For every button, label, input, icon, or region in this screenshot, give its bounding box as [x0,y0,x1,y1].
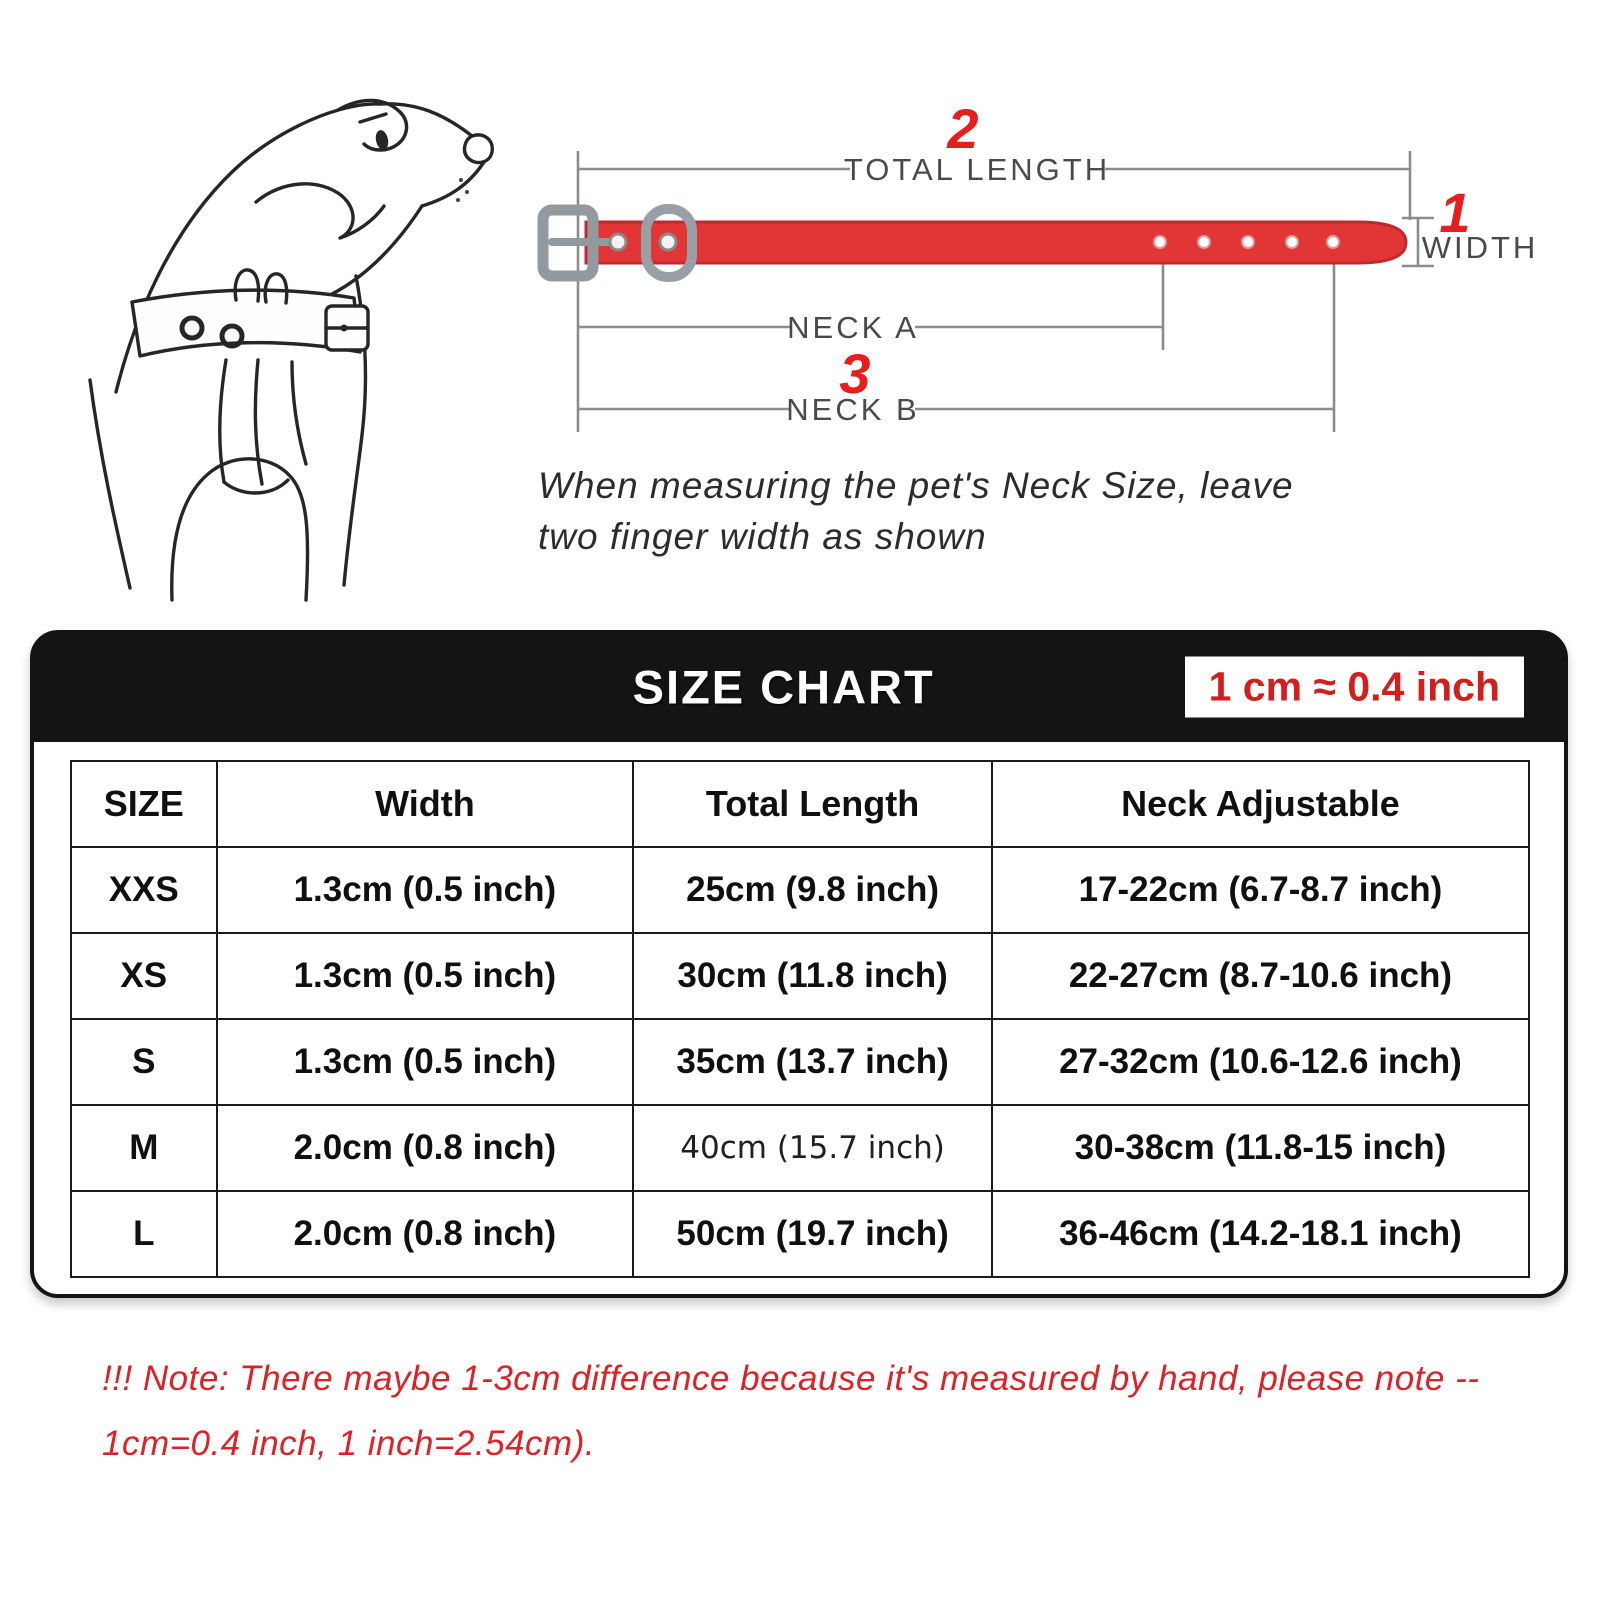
size-chart-header [32,632,1566,742]
collar-rivet [660,234,676,250]
table-cell: 50cm (19.7 inch) [633,1191,992,1277]
collar-strap [586,222,1406,263]
callout-number-total-length: 2 [947,97,979,160]
neck-a-label: NECK A [787,310,919,345]
col-header-size: SIZE [71,761,217,847]
table-cell: 2.0cm (0.8 inch) [217,1191,634,1277]
size-chart-card [30,630,1568,1298]
table-cell: 1.3cm (0.5 inch) [217,1019,634,1105]
neck-b-label: NECK B [786,392,920,427]
table-cell: 35cm (13.7 inch) [633,1019,992,1105]
table-cell: 36-46cm (14.2-18.1 inch) [992,1191,1529,1277]
table-cell: 27-32cm (10.6-12.6 inch) [992,1019,1529,1105]
table-cell: XXS [71,847,217,933]
col-header-width: Width [217,761,634,847]
table-row-l [71,1191,1529,1277]
table-row-m [71,1105,1529,1191]
table-cell: 22-27cm (8.7-10.6 inch) [992,933,1529,1019]
size-table [70,760,1530,1278]
table-cell: 25cm (9.8 inch) [633,847,992,933]
size-chart-title: SIZE CHART [632,660,935,714]
measuring-instruction [538,460,1518,562]
size-table-header-row [71,761,1529,847]
cm-inch-conversion-badge: 1 cm ≈ 0.4 inch [1185,657,1524,718]
measuring-instruction-line2: two finger width as shown [538,516,987,557]
total-length-label: TOTAL LENGTH [843,152,1111,187]
table-cell: 40cm (15.7 inch) [633,1105,992,1191]
note-text [102,1346,1552,1476]
table-cell: 1.3cm (0.5 inch) [217,847,634,933]
dimension-lines [578,151,1434,432]
table-row-xxs [71,847,1529,933]
table-row-xs [71,933,1529,1019]
table-cell: 30cm (11.8 inch) [633,933,992,1019]
width-label: WIDTH [1421,230,1539,265]
col-header-neck-adjustable: Neck Adjustable [992,761,1529,847]
table-cell: 2.0cm (0.8 inch) [217,1105,634,1191]
measuring-instruction-line1: When measuring the pet's Neck Size, leave [538,465,1294,506]
callout-number-width: 1 [1439,181,1471,244]
table-cell: 30-38cm (11.8-15 inch) [992,1105,1529,1191]
table-cell: XS [71,933,217,1019]
note-line2: 1cm=0.4 inch, 1 inch=2.54cm). [102,1424,596,1463]
note-line1: !!! Note: There maybe 1-3cm difference because it's measured by hand, please note -- [102,1359,1480,1398]
table-cell: M [71,1105,217,1191]
table-cell: 1.3cm (0.5 inch) [217,933,634,1019]
collar-illustration [543,209,1406,277]
callout-number-neck-b: 3 [839,342,871,405]
table-cell: S [71,1019,217,1105]
table-row-s [71,1019,1529,1105]
table-cell: 17-22cm (6.7-8.7 inch) [992,847,1529,933]
table-cell: L [71,1191,217,1277]
collar-rivet [610,234,626,250]
col-header-total-length: Total Length [633,761,992,847]
